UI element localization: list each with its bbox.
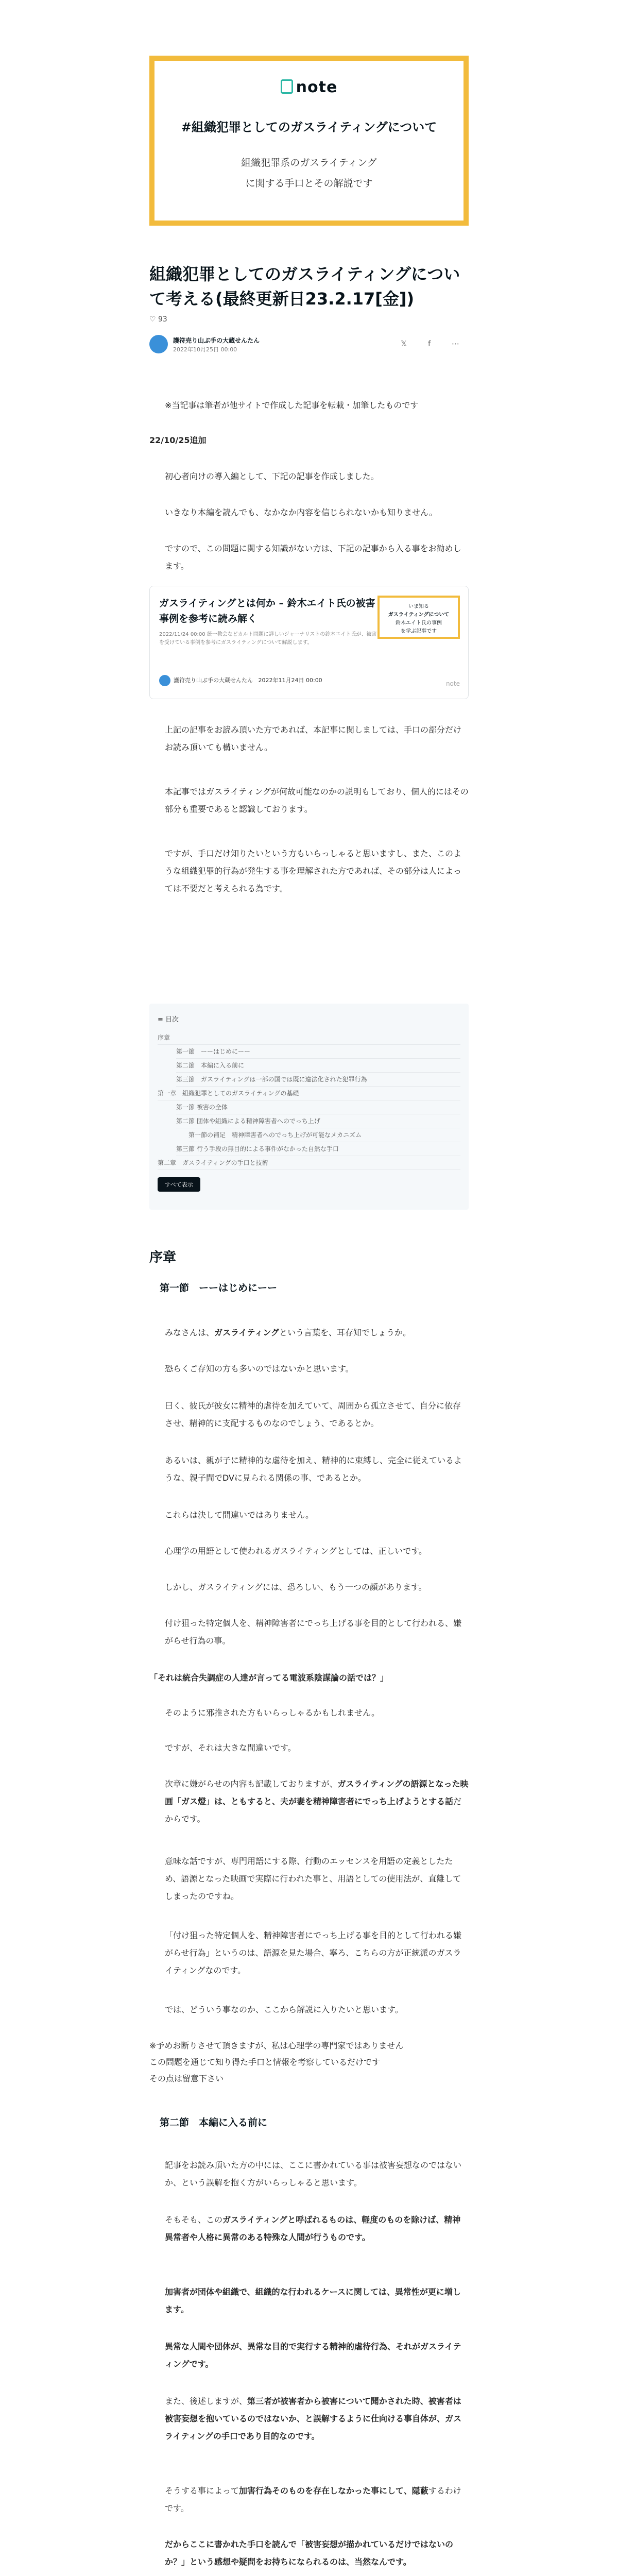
date-added: 22/10/25追加 (149, 435, 207, 445)
paragraph: そのように邪推された方もいらっしゃるかもしれません。 (165, 1708, 380, 1718)
embed-description: 2022/11/24 00:00 統一教会などカルト問題に詳しいジャーナリストの鈴木エイト氏が、被害を受けている事例を参考にガスライティングについて解説します。 (159, 632, 377, 646)
intro-p2: 初心者向けの導入編として、下記の記事を作成しました。 (165, 471, 379, 481)
table-of-contents (149, 1004, 469, 1210)
paragraph: これらは決して間違いではありません。 (165, 1510, 314, 1520)
paragraph: あるいは、親が子に精神的な虐待を加え、精神的に束縛し、完全に従えているような、親子間でDVに見られる関係の事、であるとか。 (165, 1455, 462, 1483)
publish-date: 2022年10月25日 00:00 (173, 346, 237, 353)
embed-date: 2022年11月24日 00:00 (258, 677, 322, 684)
author-bar (149, 334, 469, 358)
embed-avatar (159, 675, 170, 686)
like-count[interactable]: ♡ 93 (149, 315, 167, 324)
note-line: この問題を通じて知り得た手口と情報を考察しているだけです (149, 2057, 381, 2067)
paragraph: 恐らくご存知の方も多いのではないかと思います。 (165, 1364, 354, 1374)
header-image-sub1: 組織犯罪系のガスライティング (241, 157, 377, 168)
note-logo-icon (281, 79, 293, 94)
toc-show-all-button[interactable]: すべて表示 (158, 1177, 200, 1192)
toc-item[interactable]: 第二節 団体や組織による精神障害者へのでっち上げ (176, 1114, 460, 1128)
paragraph: そもそも、このガスライティングと呼ばれるものは、軽度のものを除けば、精神異常者や人格に異常のある特殊な人間が行うものです。 (165, 2215, 461, 2242)
note-line: その点は留意下さい (149, 2074, 224, 2083)
body1-p1: 上記の記事をお読み頂いた方であれば、本記事に関しましては、手口の部分だけお読み頂いても構いません。 (165, 725, 462, 752)
body1-p2: 本記事ではガスライティングが何故可能なのかの説明もしており、個人的にはその部分も重要であると認識しております。 (165, 787, 469, 814)
paragraph: 加害者が団体や組織で、組織的な行われるケースに関しては、異常性が更に増します。 (165, 2287, 461, 2314)
toc-item[interactable]: 第二節 本編に入る前に (176, 1059, 460, 1073)
intro-note: ※当記事は筆者が他サイトで作成した記事を転載・加筆したものです (165, 400, 419, 410)
body1-p3: ですが、手口だけ知りたいという方もいらっしゃると思いますし、また、このような組織犯罪的行為が発生する事を理解された方であれば、その部分は人によっては不要だと考えられる為です。 (165, 849, 462, 893)
intro-p3: いきなり本編を読んでも、なかなか内容を信じられないかも知りません。 (165, 507, 437, 517)
paragraph: では、どういう事なのか、ここから解説に入りたいと思います。 (165, 2005, 403, 2014)
toc-item[interactable]: 第二章 ガスライティングの手口と技術 (158, 1156, 460, 1170)
paragraph: 曰く、彼氏が彼女に精神的虐待を加えていて、周囲から孤立させて、自分に依存させ、精神的に支配するものなのでしょう、であるとか。 (165, 1401, 461, 1428)
paragraph: 付け狙った特定個人を、精神障害者にでっち上げる事を目的として行われる、嫌がらせ行為の事。 (165, 1618, 462, 1646)
section-heading: 第二節 本編に入る前に (160, 2117, 268, 2128)
paragraph: また、後述しますが、第三者が被害者から被害について聞かされた時、被害者は被害妄想を抱いているのではないか、と誤解するように仕向ける事自体が、ガスライティングの手口であり目的なのです。 (165, 2396, 462, 2441)
paragraph: ですが、それは大きな間違いです。 (165, 1743, 296, 1753)
header-image (149, 56, 469, 226)
paragraph: 異常な人間や団体が、異常な目的で実行する精神的虐待行為、それがガスライティングです。 (165, 2342, 461, 2369)
embed-note-logo: note (445, 680, 460, 687)
embed-author (159, 675, 322, 686)
share-icons[interactable]: 𝕏 f ⋯ (401, 339, 469, 348)
thumb-line: ガスライティングについて (388, 612, 450, 618)
embed-title[interactable]: ガスライティングとは何か – 鈴木エイト氏の被害事例を参考に読み解く (159, 598, 375, 624)
note-logo-text: note (296, 78, 338, 96)
header-image-title: #組織犯罪としてのガスライティングについて (181, 120, 437, 134)
toc-item[interactable]: 第一節の補足 精神障害者へのでっち上げが可能なメカニズム (188, 1128, 460, 1142)
intro-p4: ですので、この問題に関する知識がない方は、下記の記事から入る事をお勧めします。 (165, 544, 461, 571)
quote-line: 「それは統合失調症の人達が言ってる電波系陰謀論の話では？」 (149, 1673, 389, 1683)
toc-item[interactable]: 第三節 ガスライティングは一部の国では既に違法化された犯罪行為 (176, 1073, 460, 1087)
embed-author-name: 護符売り山ぶ手の大蔵せんたん (174, 677, 253, 684)
paragraph: そうする事によって加害行為そのものを存在しなかった事にして、隠蔽するわけです。 (165, 2486, 461, 2513)
header-image-sub2: に関する手口とその解説です (245, 178, 373, 189)
paragraph: 意味な話ですが、専門用語にする際、行動のエッセンスを用語の定義としたため、語源となった映画で実際に行われた事と、用語としての使用法が、直離してしまったのですね。 (165, 1856, 461, 1901)
note-line: ※予めお断りさせて頂きますが、私は心理学の専門家ではありません (149, 2041, 404, 2050)
thumb-line: いま知る (408, 604, 429, 609)
paragraph: みなさんは、ガスライティングという言葉を、耳存知でしょうか。 (165, 1328, 411, 1337)
paragraph: しかし、ガスライティングには、恐ろしい、もう一つの顔があります。 (165, 1582, 427, 1592)
paragraph: 「付け狙った特定個人を、精神障害者にでっち上げる事を目的として行われる嫌がらせ行為」というのは、語源を見た場合、寧ろ、こちらの方が正統派のガスライティングなのです。 (165, 1930, 462, 1975)
toc-item[interactable]: 第一節 ーーはじめにーー (176, 1045, 460, 1059)
article-title: 組織犯罪としてのガスライティングについて考える(最終更新日23.2.17[金]) (149, 264, 460, 309)
paragraph: だからここに書かれた手口を読んで「被害妄想が描かれているだけではないのか？」という感想や疑問をお持ちになられるのは、当然なんです。 (165, 2539, 454, 2567)
toc-item[interactable]: 第一章 組織犯罪としてのガスライティングの基礎 (158, 1087, 460, 1100)
toc-item[interactable]: 第一節 被害の全体 (176, 1100, 460, 1114)
chapter-heading: 序章 (149, 1250, 177, 1265)
toc-header[interactable]: ≡ 目次 (158, 1016, 179, 1024)
toc-item[interactable]: 第三節 行う手段の無目的による事件がなかった自然な手口 (176, 1142, 460, 1156)
note-logo (154, 78, 464, 96)
paragraph: 記事をお読み頂いた方の中には、ここに書かれている事は被害妄想なのではないか、という誤解を抱く方がいらっしゃると思います。 (165, 2160, 462, 2188)
paragraph: 次章に嫌がらせの内容も記載しておりますが、ガスライティングの語源となった映画「ガス燈」は、ともすると、夫が妻を精神障害者にでっち上げようとする話だからです。 (165, 1779, 469, 1824)
thumb-line: を学ぶ記事です (401, 629, 437, 634)
avatar[interactable] (149, 335, 168, 353)
thumb-line: 鈴木エイト氏の事例 (396, 620, 442, 626)
section-heading: 第一節 ーーはじめにーー (160, 1282, 278, 1294)
author-name[interactable]: 護符売り山ぶ手の大蔵せんたん (173, 337, 260, 344)
toc-item[interactable]: 序章 (158, 1031, 460, 1045)
embedded-article-card[interactable] (149, 586, 469, 699)
embed-thumbnail (377, 596, 460, 639)
paragraph: 心理学の用語として使われるガスライティングとしては、正しいです。 (165, 1546, 427, 1556)
